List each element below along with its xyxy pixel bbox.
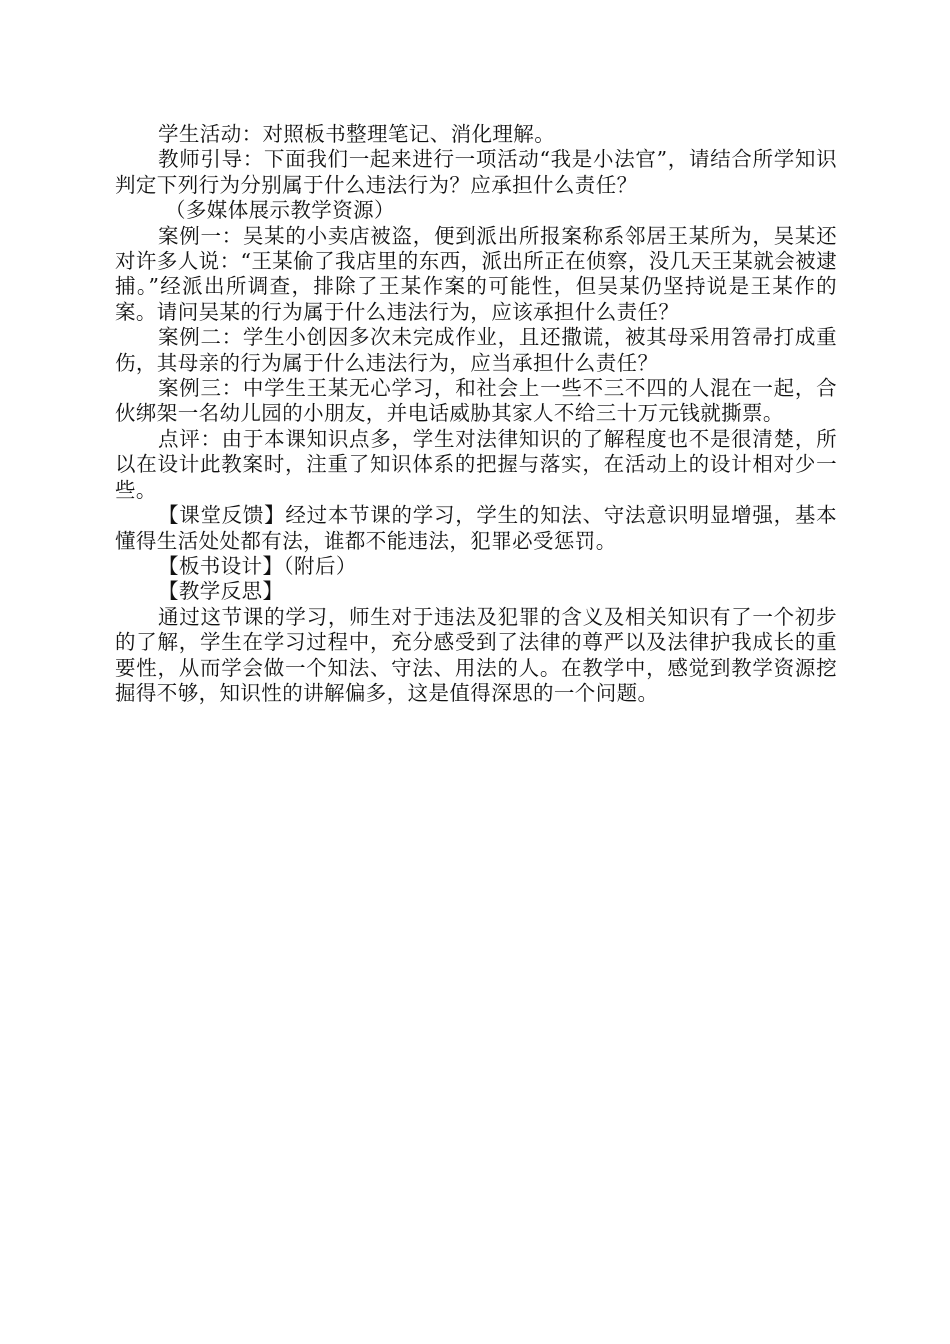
document-page [115, 122, 837, 706]
paragraph-reflection-body: 通过这节课的学习，师生对于违法及犯罪的含义及相关知识有了一个初步的了解，学生在学习过程中，充分感受到了法律的尊严以及法律护我成长的重要性，从而学会做一个知法、守法、用法的人。在教学中，感觉到教学资源挖掘得不够，知识性的讲解偏多，这是值得深思的一个问题。 [115, 604, 837, 705]
paragraph-comment: 点评：由于本课知识点多，学生对法律知识的了解程度也不是很清楚，所以在设计此教案时，注重了知识体系的把握与落实，在活动上的设计相对少一些。 [115, 426, 837, 502]
paragraph-board-design: 【板书设计】（附后） [158, 553, 357, 578]
paragraph-case-one: 案例一：吴某的小卖店被盗，便到派出所报案称系邻居王某所为，吴某还对许多人说：“王某偷了我店里的东西，派出所正在侦察，没几天王某就会被逮捕。”经派出所调查，排除了王某作案的可能性，但吴某仍坚持说是王某作的案。请问吴某的行为属于什么违法行为，应该承担什么责任？ [115, 223, 837, 324]
paragraph-case-three: 案例三：中学生王某无心学习，和社会上一些不三不四的人混在一起，合伙绑架一名幼儿园的小朋友，并电话威胁其家人不给三十万元钱就撕票。 [115, 376, 837, 426]
paragraph-reflection-heading: 【教学反思】 [158, 579, 284, 604]
paragraph-case-two: 案例二：学生小创因多次未完成作业，且还撒谎，被其母采用笤帚打成重伤，其母亲的行为属于什么违法行为，应当承担什么责任？ [115, 325, 837, 375]
paragraph-student-activity: 学生活动：对照板书整理笔记、消化理解。 [158, 122, 556, 146]
paragraph-class-feedback: 【课堂反馈】经过本节课的学习，学生的知法、守法意识明显增强，基本懂得生活处处都有法，谁都不能违法，犯罪必受惩罚。 [115, 503, 837, 553]
paragraph-teacher-guidance: 教师引导：下面我们一起来进行一项活动“我是小法官”，请结合所学知识判定下列行为分别属于什么违法行为？应承担什么责任？ [115, 147, 837, 197]
paragraph-multimedia-note: （多媒体展示教学资源） [165, 198, 395, 223]
